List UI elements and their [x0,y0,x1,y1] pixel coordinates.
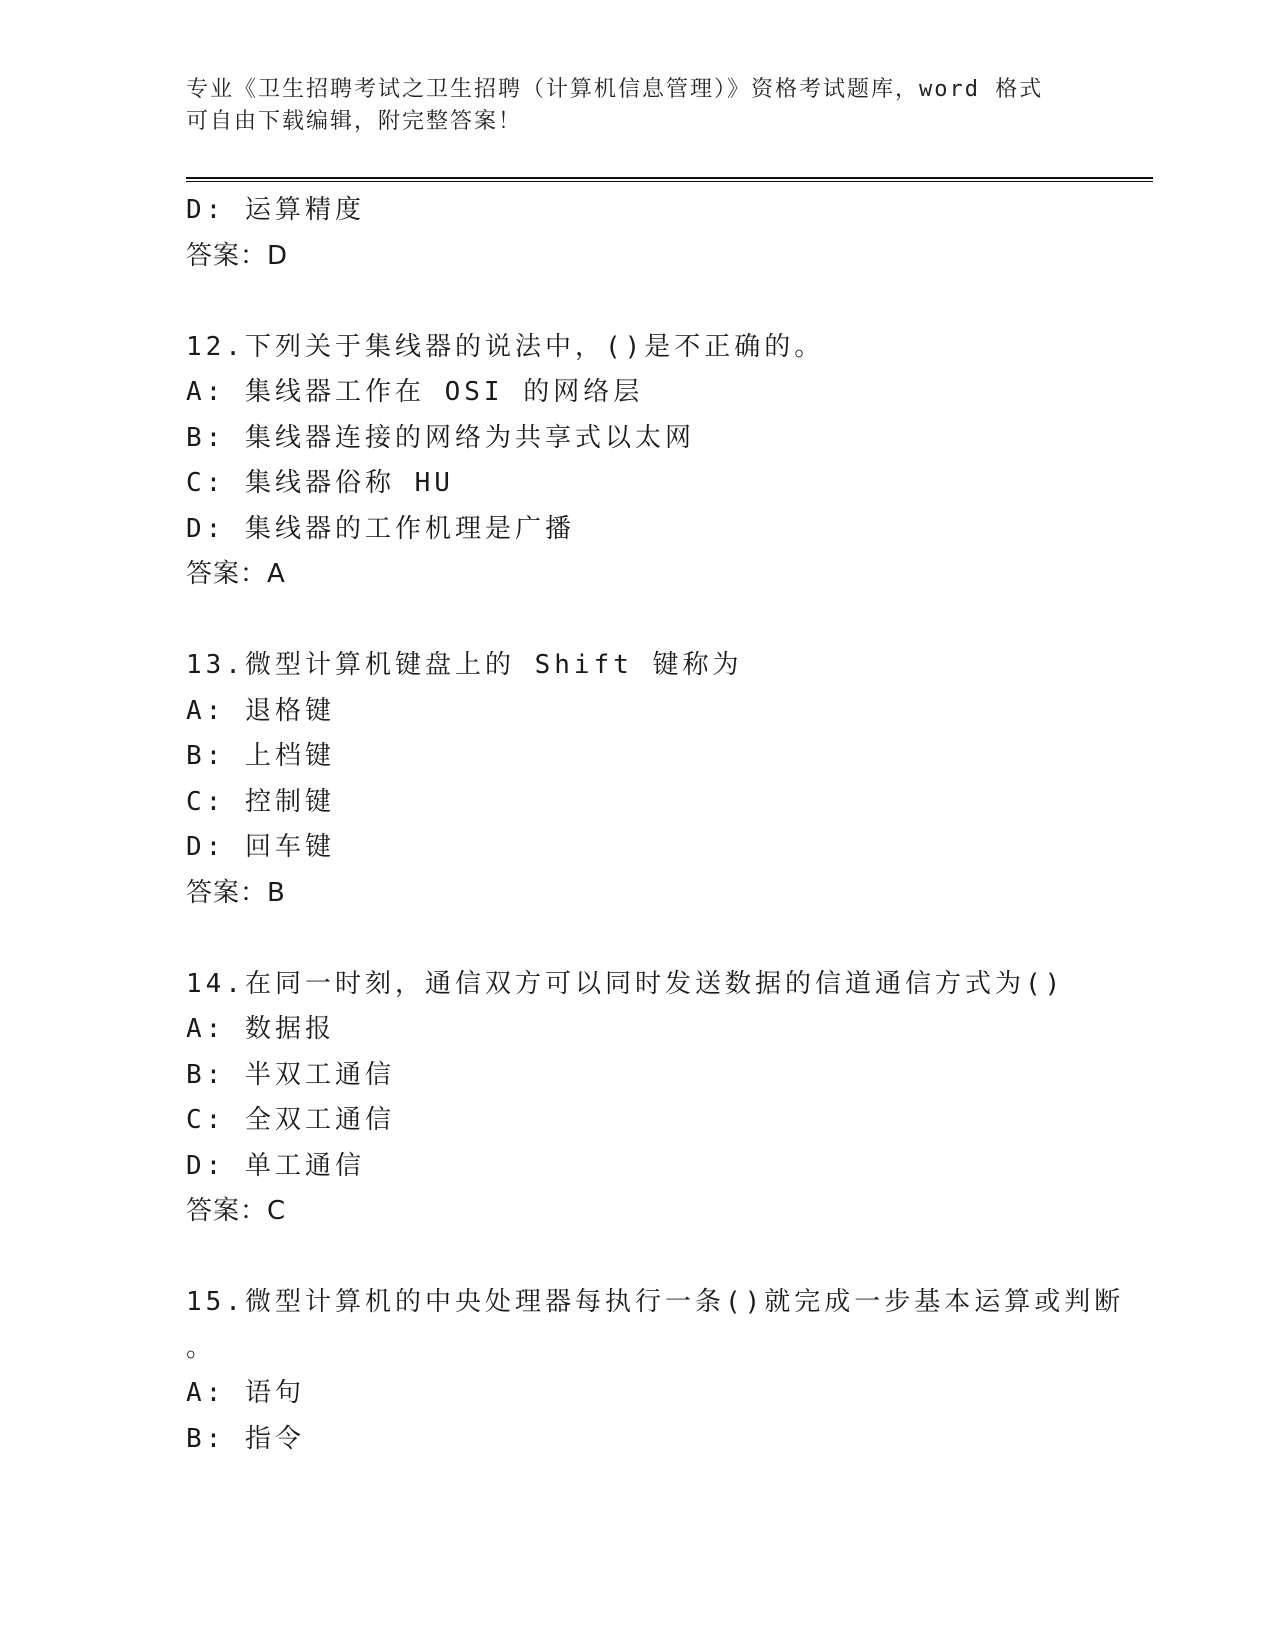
option-b: B: 上档键 [186,741,335,771]
option-a: A: 语句 [186,1378,305,1408]
question-13 [186,643,1153,916]
question-text: 12.下列关于集线器的说法中，()是不正确的。 [186,331,825,362]
option-d: D: 单工通信 [186,1150,365,1181]
answer-line: 答案：A [186,559,286,589]
previous-question-tail [186,188,1153,279]
option-b: B: 半双工通信 [186,1059,395,1090]
question-15 [186,1280,1153,1462]
option-d: D: 回车键 [186,832,335,862]
question-12 [186,325,1153,598]
question-text: 15.微型计算机的中央处理器每执行一条()就完成一步基本运算或判断 [186,1287,1125,1317]
option-b: B: 指令 [186,1423,305,1454]
spacer [186,916,1153,962]
option-c: C: 全双工通信 [186,1105,395,1135]
question-text: 13.微型计算机键盘上的 Shift 键称为 [186,650,743,680]
option-a: A: 数据报 [186,1014,335,1044]
answer-line: 答案：B [186,877,286,908]
spacer [186,598,1153,644]
option-c: C: 集线器俗称 HU [186,468,454,498]
option-d: D: 运算精度 [186,195,365,225]
option-c: C: 控制键 [186,786,335,817]
spacer [186,1235,1153,1281]
answer-line: 答案：D [186,240,289,271]
header-divider-thick [186,177,1153,179]
document-header [186,74,1086,138]
answer-line: 答案：C [186,1196,287,1226]
option-b: B: 集线器连接的网络为共享式以太网 [186,422,695,453]
question-list [186,188,1153,1462]
option-d: D: 集线器的工作机理是广播 [186,513,575,544]
header-line-1: 专业《卫生招聘考试之卫生招聘（计算机信息管理）》资格考试题库，word 格式 [186,77,1044,102]
header-divider-thin [186,181,1153,182]
spacer [186,279,1153,325]
option-a: A: 退格键 [186,695,335,726]
option-a: A: 集线器工作在 OSI 的网络层 [186,377,644,407]
question-14 [186,962,1153,1235]
question-text-continuation: 。 [186,1332,213,1363]
header-line-2: 可自由下载编辑，附完整答案！ [186,109,523,134]
question-text: 14.在同一时刻，通信双方可以同时发送数据的信道通信方式为() [186,968,1065,999]
